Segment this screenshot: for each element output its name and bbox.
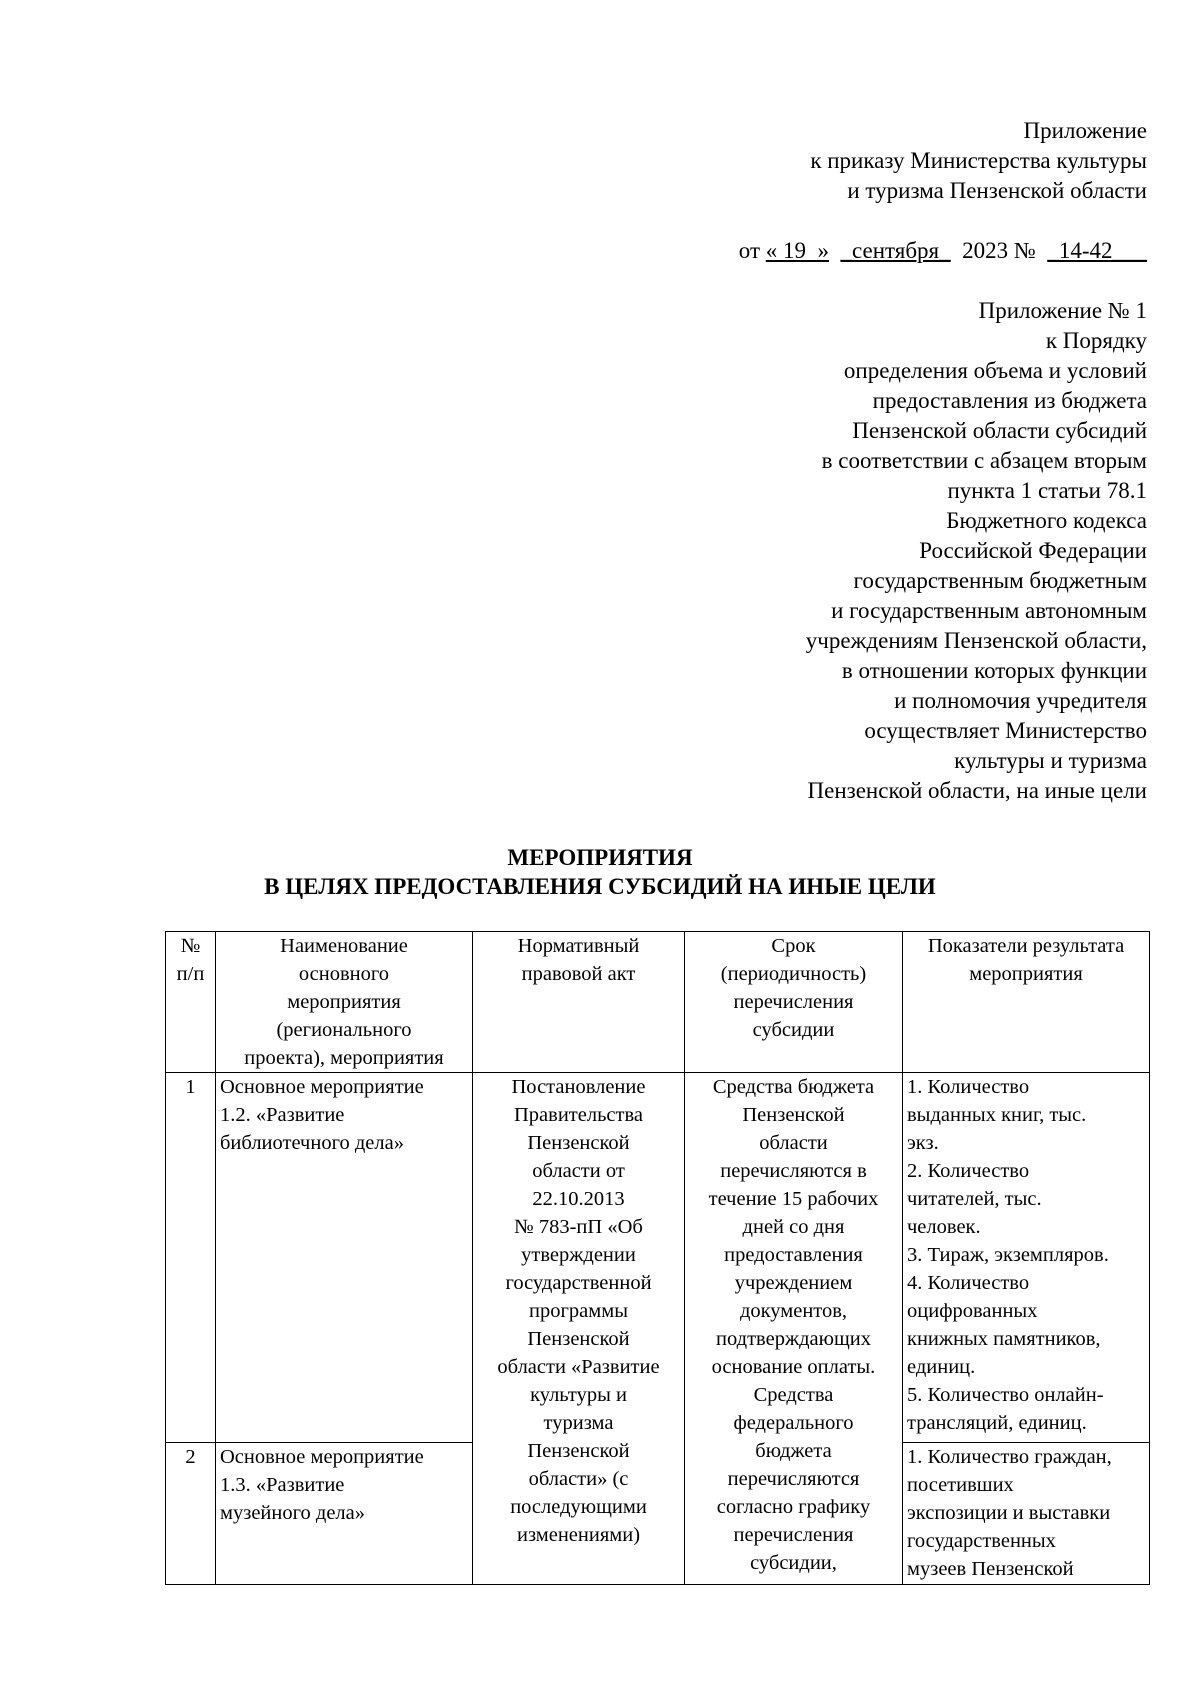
text-line: 4. Количество [907, 1272, 1030, 1294]
document-title: МЕРОПРИЯТИЯ [507, 845, 693, 870]
text-line: пункта 1 статьи 78.1 [947, 478, 1147, 503]
row-name [216, 1443, 473, 1585]
text-line: Показатели результата [927, 935, 1125, 957]
text-line: Пензенской [742, 1104, 845, 1126]
text-line: культуры и [530, 1384, 627, 1406]
appendix-1-block [806, 296, 1147, 806]
text-line: перечисления [733, 1524, 854, 1546]
text-line: области [759, 1132, 828, 1154]
text-line: Бюджетного кодекса [946, 508, 1147, 533]
text-line: 2. Количество [907, 1160, 1030, 1182]
text-line: бюджета [755, 1440, 832, 1462]
text-line: и полномочия учредителя [894, 688, 1147, 713]
text-line: последующими [510, 1496, 647, 1518]
text-line: читателей, тыс. [907, 1188, 1042, 1210]
header-num [166, 932, 216, 1073]
text-line: правовой акт [521, 963, 636, 985]
text-line: Пензенской области субсидий [852, 418, 1147, 443]
text-line: утверждении [521, 1244, 636, 1266]
text-line: Пензенской [527, 1328, 630, 1350]
row-name [216, 1073, 473, 1443]
text-line: предоставления из бюджета [872, 388, 1147, 413]
text-line: основание оплаты. [711, 1356, 876, 1378]
text-line: учреждением [734, 1272, 853, 1294]
text-line: течение 15 рабочих [708, 1188, 879, 1210]
text-line: № [180, 935, 201, 957]
text-line: Срок [771, 935, 816, 957]
text-line: выданных книг, тыс. [907, 1104, 1087, 1126]
text-line: Нормативный [517, 935, 640, 957]
text-line: Пензенской [527, 1132, 630, 1154]
text-line: Основное мероприятие [220, 1076, 424, 1098]
text-line: экз. [907, 1132, 939, 1154]
row-term [685, 1073, 903, 1585]
text-line: культуры и туризма [954, 748, 1147, 773]
text-line: программы [529, 1300, 628, 1322]
text-line: перечисления [733, 991, 854, 1013]
text-line: согласно графику [716, 1496, 871, 1518]
text-line: федерального [733, 1412, 854, 1434]
text-line: субсидии [752, 1019, 835, 1041]
order-year: 2023 № [962, 238, 1036, 263]
text-line: (периодичность) [720, 963, 867, 985]
appendix-header [810, 116, 1147, 206]
row-indicators [903, 1443, 1150, 1585]
text-line: 22.10.2013 [532, 1188, 625, 1210]
text-line: 3. Тираж, экземпляров. [907, 1244, 1109, 1266]
text-line: основного [298, 963, 390, 985]
text-line: области «Развитие [497, 1356, 660, 1378]
text-line: государственным бюджетным [853, 568, 1147, 593]
text-line: субсидии, [750, 1552, 837, 1574]
order-line [739, 236, 1147, 266]
text-line: перечисляются в [720, 1160, 867, 1182]
text-line: (регионального [276, 1019, 412, 1041]
text-line: Средства [753, 1384, 834, 1406]
text-line: туризма [543, 1412, 614, 1434]
measures-table [165, 931, 1150, 1585]
text-line: Наименование [280, 935, 408, 957]
text-line: Постановление [511, 1076, 646, 1098]
text-line: дней со дня [742, 1216, 845, 1238]
text-line: 1. Количество [907, 1076, 1030, 1098]
text-line: документов, [739, 1300, 848, 1322]
text-line: предоставления [724, 1244, 863, 1266]
header-term [685, 932, 903, 1073]
text-line: к приказу Министерства культуры [810, 148, 1147, 173]
text-line: осуществляет Министерство [864, 718, 1147, 743]
text-line: 1.2. «Развитие [220, 1104, 345, 1126]
text-line: государственной [505, 1272, 652, 1294]
text-line: библиотечного дела» [220, 1132, 404, 1154]
order-month: _сентября_ [840, 238, 951, 263]
text-line: мероприятия [969, 963, 1083, 985]
text-line: человек. [907, 1216, 981, 1238]
header-act [473, 932, 685, 1073]
text-line: к Порядку [1045, 328, 1147, 353]
document-subtitle: В ЦЕЛЯХ ПРЕДОСТАВЛЕНИЯ СУБСИДИЙ НА ИНЫЕ ЦЕЛИ [264, 874, 936, 899]
table-header-row [166, 932, 1150, 1073]
text-line: Приложение № 1 [978, 298, 1147, 323]
text-line: и государственным автономным [831, 598, 1147, 623]
text-line: 5. Количество онлайн- [907, 1384, 1104, 1406]
text-line: и туризма Пензенской области [847, 178, 1147, 203]
text-line: музейного дела» [220, 1502, 365, 1524]
text-line: № 783-пП «Об [514, 1216, 643, 1238]
text-line: единиц. [907, 1356, 976, 1378]
text-line: Приложение [1023, 118, 1147, 143]
text-line: подтверждающих [716, 1328, 871, 1350]
text-line: Средства бюджета [712, 1076, 875, 1098]
text-line: 1. Количество граждан, [907, 1446, 1112, 1468]
row-act [473, 1073, 685, 1585]
order-day: « 19 » [765, 238, 829, 263]
text-line: определения объема и условий [843, 358, 1147, 383]
text-line: мероприятия [287, 991, 401, 1013]
text-line: в соответствии с абзацем вторым [821, 448, 1147, 473]
text-line: посетивших [907, 1474, 1014, 1496]
text-line: перечисляются [727, 1468, 860, 1490]
order-prefix: от [738, 238, 766, 263]
text-line: трансляций, единиц. [907, 1412, 1087, 1434]
text-line: п/п [176, 963, 205, 985]
order-number: _14-42___ [1047, 238, 1147, 263]
text-line: области» (с [528, 1468, 629, 1490]
row-num: 2 [166, 1443, 216, 1585]
text-line: 1.3. «Развитие [220, 1474, 345, 1496]
text-line: в отношении которых функции [841, 658, 1147, 683]
header-indicators [903, 932, 1150, 1073]
text-line: Пензенской [527, 1440, 630, 1462]
text-line: области от [532, 1160, 625, 1182]
text-line: Основное мероприятие [220, 1446, 424, 1468]
text-line: государственных [907, 1530, 1056, 1552]
text-line: оцифрованных [907, 1300, 1038, 1322]
header-name [216, 932, 473, 1073]
text-line: учреждениям Пензенской области, [805, 628, 1147, 653]
table-row [166, 1073, 1150, 1443]
text-line: книжных памятников, [907, 1328, 1101, 1350]
text-line: Российской Федерации [919, 538, 1147, 563]
text-line: экспозиции и выставки [907, 1502, 1111, 1524]
text-line: музеев Пензенской [907, 1558, 1074, 1580]
text-line: изменениями) [516, 1524, 641, 1546]
text-line: Пензенской области, на иные цели [807, 778, 1147, 803]
row-indicators [903, 1073, 1150, 1443]
text-line: Правительства [513, 1104, 643, 1126]
text-line: проекта), мероприятия [244, 1047, 444, 1069]
row-num: 1 [166, 1073, 216, 1443]
